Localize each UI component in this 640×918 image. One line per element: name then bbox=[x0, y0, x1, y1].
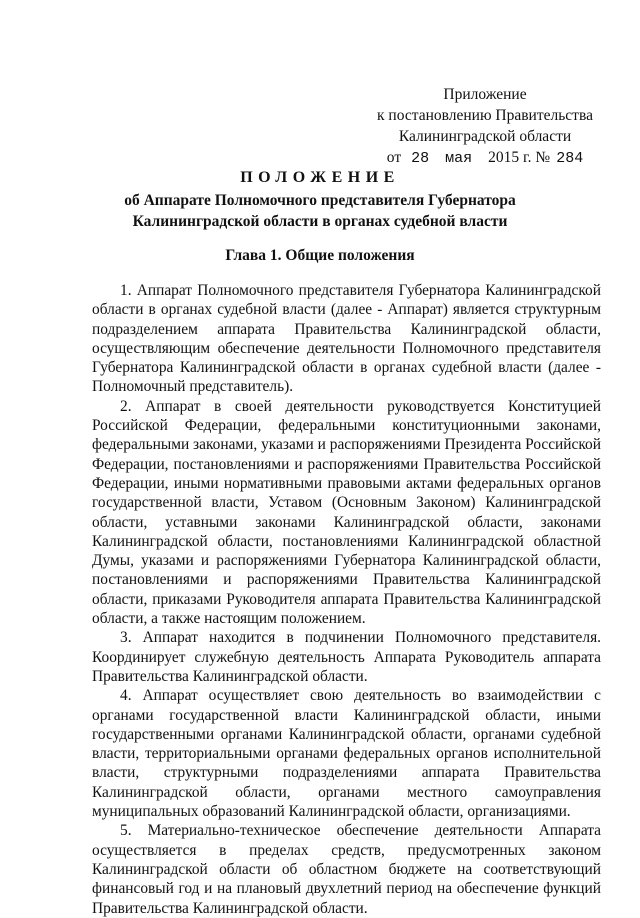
document-subtitle bbox=[90, 190, 550, 232]
subtitle-line-2: Калининградской области в органах судебной власти bbox=[132, 213, 508, 230]
date-prefix: от bbox=[386, 149, 402, 166]
date-day: 28 bbox=[411, 150, 430, 167]
document-title: ПОЛОЖЕНИЕ bbox=[240, 169, 400, 186]
paragraph-3: 3. Аппарат находится в подчинении Полномочного представителя. Координирует служебную деятельность Аппарата Руководитель аппарата Правительства Калининградской области. bbox=[92, 629, 601, 685]
resolution-number: 284 bbox=[556, 150, 584, 167]
paragraph-1: 1. Аппарат Полномочного представителя Губернатора Калининградской области в органах судебной власти (далее - Аппарат) является структурным подразделением аппарата Правительства Калининградской области, осуществляющим обеспечение деятельности Полномочного представителя Губернатора Калининградской области в органах судебной власти (далее - Полномочный представитель). bbox=[92, 282, 601, 396]
appendix-date-line bbox=[360, 147, 610, 169]
paragraph-4: 4. Аппарат осуществляет свою деятельность во взаимодействии с органами государственной власти Калининградской области, иными государственными органами Калининградской области, органами судебной власти, территориальными органами федеральных органов исполнительной власти, структурными подразделениями аппарата Правительства Калининградской области, органами местного самоуправления муниципальных образований Калининградской области, организациями. bbox=[92, 687, 601, 821]
appendix-label: Приложение bbox=[443, 86, 527, 103]
document-body bbox=[92, 281, 601, 918]
chapter-heading: Глава 1. Общие положения bbox=[225, 247, 415, 264]
date-month: мая bbox=[445, 150, 473, 167]
paragraph-5: 5. Материально-техническое обеспечение деятельности Аппарата осуществляется в пределах средств, предусмотренных законом Калининградской области об областном бюджете на соответствующий финансовый год и на плановый двухлетний период на обеспечение функций Правительства Калининградской области. bbox=[92, 822, 601, 917]
subtitle-line-1: об Аппарате Полномочного представителя Губернатора bbox=[124, 192, 516, 209]
appendix-resolution: к постановлению Правительства bbox=[377, 107, 593, 124]
paragraph-2: 2. Аппарат в своей деятельности руководствуется Конституцией Российской Федерации, федеральными конституционными законами, федеральными законами, указами и распоряжениями Президента Российской Федерации, постановлениями и распоряжениями Правительства Российской Федерации, иными нормативными правовыми актами федеральных органов государственной власти, Уставом (Основным Законом) Калининградской области, уставными законами Калининградской области, законами Калининградской области, постановлениями Калининградской областной Думы, указами и распоряжениями Губернатора Калининградской области, постановлениями и распоряжениями Правительства Калининградской области, приказами Руководителя аппарата Правительства Калининградской области, а также настоящим положением. bbox=[92, 397, 601, 628]
appendix-block bbox=[360, 84, 610, 169]
appendix-region: Калининградской области bbox=[398, 128, 572, 145]
date-year: 2015 г. № bbox=[488, 149, 551, 166]
